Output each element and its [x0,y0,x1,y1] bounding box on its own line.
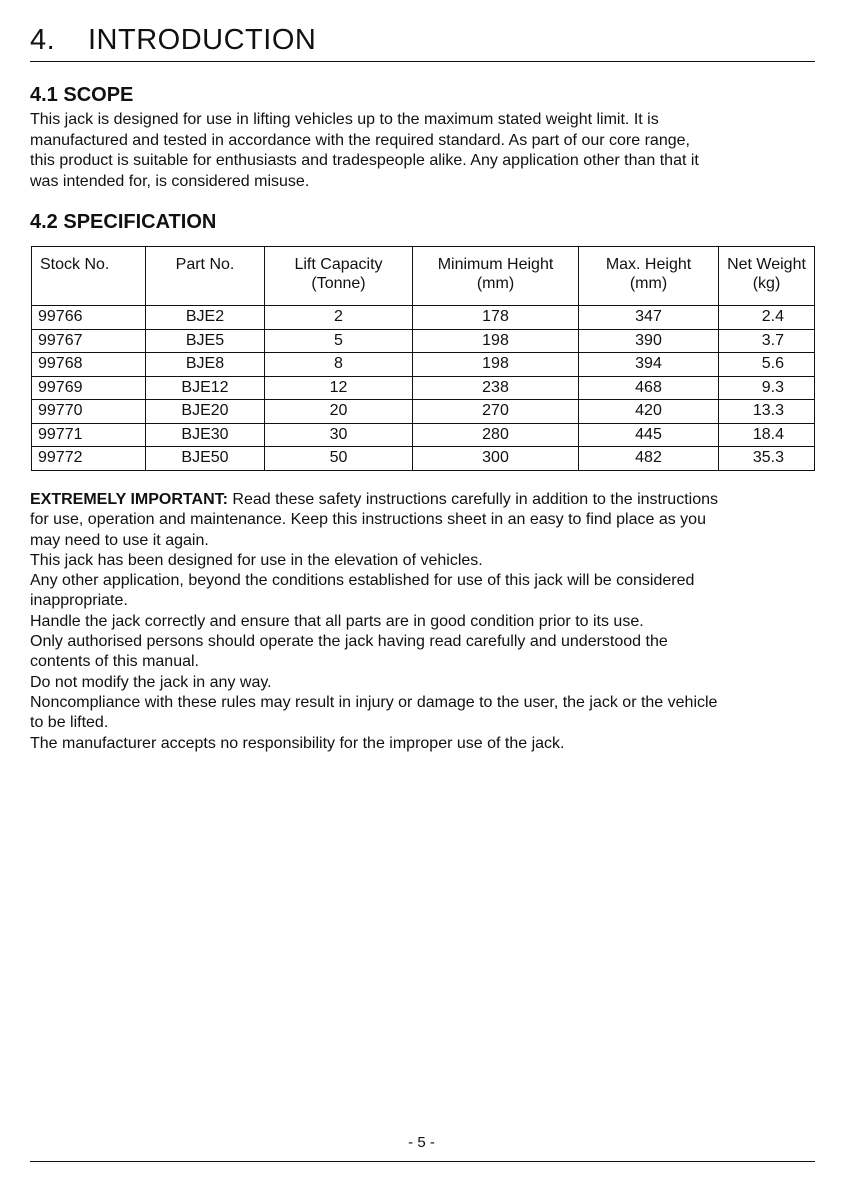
cell-net-weight: 13.3 [719,400,815,424]
header-net-weight: Net Weight (kg) [719,247,815,306]
header-part-no: Part No. [146,247,265,306]
cell-max-height: 420 [579,400,719,424]
instruction-line: inappropriate. [30,592,128,610]
cell-part-no: BJE30 [146,423,265,447]
cell-net-weight: 2.4 [719,306,815,330]
scope-line: manufactured and tested in accordance with the required standard. As part of our core range, [30,131,690,149]
cell-max-height: 394 [579,353,719,377]
instruction-line: may need to use it again. [30,531,209,549]
instruction-line: Do not modify the jack in any way. [30,673,272,691]
cell-part-no: BJE20 [146,400,265,424]
instruction-line: Noncompliance with these rules may result in injury or damage to the user, the jack or the vehicle [30,693,718,711]
cell-net-weight: 5.6 [719,353,815,377]
specification-table [31,246,815,471]
footer-divider [30,1161,815,1162]
instruction-line: contents of this manual. [30,653,199,671]
page-title [30,22,813,58]
header-lift-capacity: Lift Capacity (Tonne) [265,247,413,306]
cell-minimum-height: 300 [413,447,579,471]
specification-heading: 4.2 SPECIFICATION [30,211,217,233]
cell-stock-no: 99769 [32,376,146,400]
table-row [32,353,815,377]
section-number: 4. [30,24,56,56]
cell-max-height: 468 [579,376,719,400]
cell-lift-capacity: 50 [265,447,413,471]
table-row [32,423,815,447]
header-max-height: Max. Height (mm) [579,247,719,306]
cell-stock-no: 99770 [32,400,146,424]
cell-net-weight: 9.3 [719,376,815,400]
scope-heading: 4.1 SCOPE [30,84,134,106]
scope-line: was intended for, is considered misuse. [30,172,310,190]
scope-paragraph [30,110,815,192]
instruction-line: to be lifted. [30,714,109,732]
cell-part-no: BJE12 [146,376,265,400]
header-stock-no: Stock No. [32,247,146,306]
instruction-line: This jack has been designed for use in the elevation of vehicles. [30,551,483,569]
cell-stock-no: 99766 [32,306,146,330]
cell-stock-no: 99768 [32,353,146,377]
cell-lift-capacity: 30 [265,423,413,447]
cell-minimum-height: 198 [413,353,579,377]
cell-stock-no: 99772 [32,447,146,471]
cell-lift-capacity: 20 [265,400,413,424]
cell-lift-capacity: 12 [265,376,413,400]
cell-part-no: BJE2 [146,306,265,330]
cell-max-height: 482 [579,447,719,471]
heading-divider [30,61,815,62]
scope-line: this product is suitable for enthusiasts and tradespeople alike. Any application other than that it [30,152,699,169]
cell-net-weight: 3.7 [719,329,815,353]
table-header-row [32,247,815,306]
table-row [32,376,815,400]
cell-max-height: 445 [579,423,719,447]
section-title: INTRODUCTION [88,24,317,56]
cell-max-height: 347 [579,306,719,330]
scope-line: This jack is designed for use in lifting vehicles up to the maximum stated weight limit. It is [30,111,659,128]
cell-part-no: BJE50 [146,447,265,471]
cell-minimum-height: 178 [413,306,579,330]
instruction-line: Any other application, beyond the conditions established for use of this jack will be considered [30,572,695,590]
instruction-line: The manufacturer accepts no responsibility for the improper use of the jack. [30,734,565,752]
cell-lift-capacity: 2 [265,306,413,330]
cell-stock-no: 99771 [32,423,146,447]
cell-net-weight: 35.3 [719,447,815,471]
table-row [32,306,815,330]
cell-minimum-height: 280 [413,423,579,447]
cell-net-weight: 18.4 [719,423,815,447]
table-row [32,400,815,424]
cell-minimum-height: 198 [413,329,579,353]
cell-stock-no: 99767 [32,329,146,353]
cell-minimum-height: 238 [413,376,579,400]
important-label: EXTREMELY IMPORTANT: [30,491,228,508]
cell-minimum-height: 270 [413,400,579,424]
cell-max-height: 390 [579,329,719,353]
instruction-line: Handle the jack correctly and ensure that all parts are in good condition prior to its use. [30,612,644,630]
header-minimum-height: Minimum Height (mm) [413,247,579,306]
page-number: - 5 - [408,1134,435,1151]
cell-lift-capacity: 5 [265,329,413,353]
instruction-text: Read these safety instructions carefully in addition to the instructions [227,491,718,508]
cell-lift-capacity: 8 [265,353,413,377]
instruction-line: for use, operation and maintenance. Keep this instructions sheet in an easy to find place as you [30,511,706,529]
table-row [32,447,815,471]
safety-instructions [30,490,815,754]
table-row [32,329,815,353]
instruction-line [30,490,815,510]
cell-part-no: BJE8 [146,353,265,377]
instruction-line: Only authorised persons should operate the jack having read carefully and understood the [30,633,668,651]
cell-part-no: BJE5 [146,329,265,353]
